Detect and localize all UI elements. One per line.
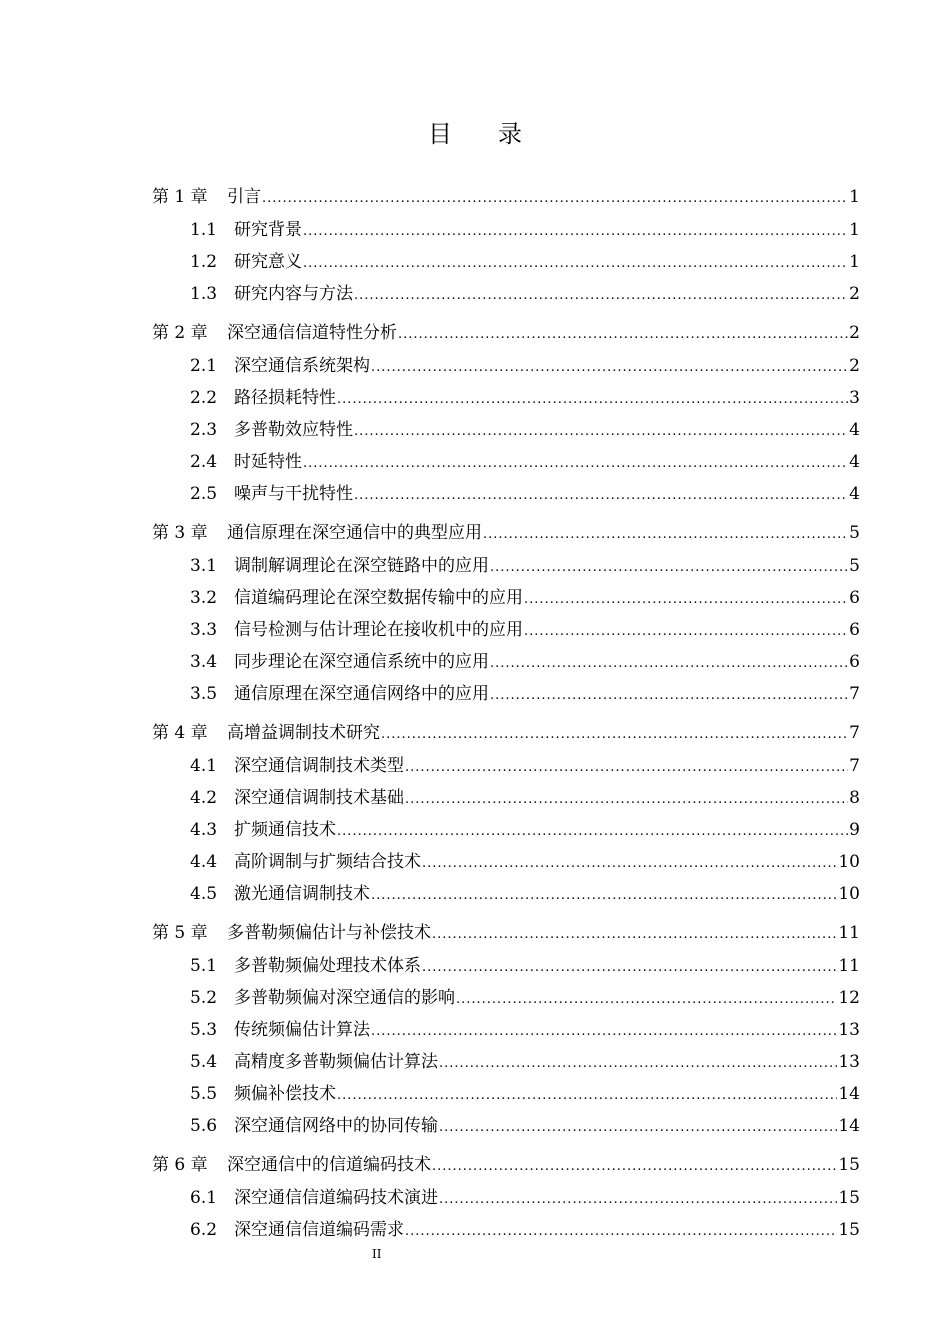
toc-chapter-entry[interactable]	[152, 180, 860, 214]
toc-chapter-entry[interactable]	[152, 516, 860, 550]
page-number: 13	[838, 1052, 860, 1072]
section-title: 深空通信系统架构	[234, 356, 370, 376]
dot-leader	[371, 352, 848, 384]
toc-section-entry[interactable]	[152, 846, 860, 878]
chapter-title: 高增益调制技术研究	[227, 723, 380, 743]
page-number: 2	[849, 356, 860, 376]
section-number: 2.2	[190, 388, 218, 408]
section-title: 信号检测与估计理论在接收机中的应用	[234, 620, 523, 640]
section-title: 噪声与干扰特性	[234, 484, 353, 504]
dot-leader	[303, 248, 848, 280]
section-number: 2.5	[190, 484, 218, 504]
page-number: 7	[849, 756, 860, 776]
page-number: 8	[849, 788, 860, 808]
toc-section-entry[interactable]	[152, 278, 860, 310]
toc-section-entry[interactable]	[152, 1110, 860, 1142]
page-number-footer: II	[372, 1247, 382, 1261]
table-of-contents	[152, 180, 860, 1252]
toc-section-entry[interactable]	[152, 782, 860, 814]
section-title: 深空通信调制技术类型	[234, 756, 404, 776]
section-number: 6.1	[190, 1188, 218, 1208]
dot-leader	[337, 1080, 837, 1112]
toc-section-entry[interactable]	[152, 646, 860, 678]
section-title: 研究意义	[234, 252, 302, 272]
section-title: 高阶调制与扩频结合技术	[234, 852, 421, 872]
chapter-number: 第 1 章	[152, 187, 208, 207]
toc-chapter-block	[152, 516, 860, 710]
section-title: 深空通信信道编码需求	[234, 1220, 404, 1240]
toc-chapter-block	[152, 916, 860, 1142]
section-number: 4.4	[190, 852, 218, 872]
dot-leader	[405, 1216, 837, 1248]
chapter-number: 第 2 章	[152, 323, 208, 343]
dot-leader	[371, 880, 837, 912]
section-number: 5.2	[190, 988, 218, 1008]
toc-section-entry[interactable]	[152, 750, 860, 782]
toc-section-entry[interactable]	[152, 214, 860, 246]
toc-section-entry[interactable]	[152, 982, 860, 1014]
section-title: 传统频偏估计算法	[234, 1020, 370, 1040]
dot-leader	[337, 816, 848, 848]
section-number: 6.2	[190, 1220, 218, 1240]
toc-chapter-block	[152, 180, 860, 310]
toc-chapter-block	[152, 1148, 860, 1246]
page-number: 1	[849, 220, 860, 240]
chapter-title: 深空通信信道特性分析	[227, 323, 397, 343]
toc-section-entry[interactable]	[152, 582, 860, 614]
section-title: 扩频通信技术	[234, 820, 336, 840]
page-title: 目录	[428, 120, 568, 148]
section-number: 2.1	[190, 356, 218, 376]
section-number: 3.2	[190, 588, 218, 608]
section-number: 3.1	[190, 556, 218, 576]
dot-leader	[337, 384, 848, 416]
page-number: 4	[849, 484, 860, 504]
dot-leader	[439, 1112, 837, 1144]
dot-leader	[524, 616, 848, 648]
page-number: 10	[838, 884, 860, 904]
toc-section-entry[interactable]	[152, 1014, 860, 1046]
dot-leader	[303, 448, 848, 480]
page-number: 2	[849, 323, 860, 343]
chapter-number: 第 3 章	[152, 523, 208, 543]
section-number: 5.1	[190, 956, 218, 976]
section-number: 1.3	[190, 284, 218, 304]
section-title: 激光通信调制技术	[234, 884, 370, 904]
toc-section-entry[interactable]	[152, 614, 860, 646]
section-title: 信道编码理论在深空数据传输中的应用	[234, 588, 523, 608]
dot-leader	[432, 1150, 837, 1184]
page-number: 5	[849, 556, 860, 576]
section-title: 调制解调理论在深空链路中的应用	[234, 556, 489, 576]
section-number: 4.2	[190, 788, 218, 808]
toc-section-entry[interactable]	[152, 550, 860, 582]
toc-section-entry[interactable]	[152, 446, 860, 478]
section-number: 4.5	[190, 884, 218, 904]
section-title: 多普勒效应特性	[234, 420, 353, 440]
section-title: 多普勒频偏对深空通信的影响	[234, 988, 455, 1008]
section-number: 5.5	[190, 1084, 218, 1104]
section-title: 同步理论在深空通信系统中的应用	[234, 652, 489, 672]
toc-section-entry[interactable]	[152, 478, 860, 510]
section-title: 时延特性	[234, 452, 302, 472]
dot-leader	[490, 552, 848, 584]
chapter-title: 多普勒频偏估计与补偿技术	[227, 923, 431, 943]
dot-leader	[354, 480, 848, 512]
page-number: 12	[838, 988, 860, 1008]
dot-leader	[490, 648, 848, 680]
section-title: 频偏补偿技术	[234, 1084, 336, 1104]
page-number: 4	[849, 452, 860, 472]
toc-chapter-entry[interactable]	[152, 716, 860, 750]
toc-section-entry[interactable]	[152, 246, 860, 278]
section-number: 1.2	[190, 252, 218, 272]
toc-section-entry[interactable]	[152, 814, 860, 846]
dot-leader	[524, 584, 848, 616]
dot-leader	[439, 1184, 837, 1216]
toc-section-entry[interactable]	[152, 950, 860, 982]
chapter-title: 引言	[227, 187, 261, 207]
dot-leader	[381, 718, 848, 752]
section-number: 3.5	[190, 684, 218, 704]
section-title: 高精度多普勒频偏估计算法	[234, 1052, 438, 1072]
dot-leader	[405, 752, 848, 784]
dot-leader	[354, 416, 848, 448]
toc-section-entry[interactable]	[152, 1214, 860, 1246]
chapter-number: 第 5 章	[152, 923, 208, 943]
page-number: 15	[838, 1155, 860, 1175]
section-number: 4.1	[190, 756, 218, 776]
toc-chapter-entry[interactable]	[152, 316, 860, 350]
section-number: 4.3	[190, 820, 218, 840]
dot-leader	[483, 518, 848, 552]
page-number: 11	[838, 923, 860, 943]
page-number: 6	[849, 620, 860, 640]
toc-section-entry[interactable]	[152, 1182, 860, 1214]
toc-section-entry[interactable]	[152, 1078, 860, 1110]
toc-section-entry[interactable]	[152, 1046, 860, 1078]
chapter-number: 第 6 章	[152, 1155, 208, 1175]
dot-leader	[354, 280, 848, 312]
dot-leader	[490, 680, 848, 712]
section-title: 多普勒频偏处理技术体系	[234, 956, 421, 976]
section-title: 深空通信网络中的协同传输	[234, 1116, 438, 1136]
toc-section-entry[interactable]	[152, 350, 860, 382]
page-number: 6	[849, 652, 860, 672]
page-number: 14	[838, 1116, 860, 1136]
page-number: 1	[849, 252, 860, 272]
section-number: 5.3	[190, 1020, 218, 1040]
toc-section-entry[interactable]	[152, 678, 860, 710]
page-number: 6	[849, 588, 860, 608]
toc-section-entry[interactable]	[152, 382, 860, 414]
page-number: 1	[849, 187, 860, 207]
page-number: 9	[849, 820, 860, 840]
dot-leader	[398, 318, 848, 352]
page-number: 3	[849, 388, 860, 408]
page-number: 4	[849, 420, 860, 440]
dot-leader	[371, 1016, 837, 1048]
dot-leader	[422, 952, 837, 984]
dot-leader	[303, 216, 848, 248]
page-number: 15	[838, 1188, 860, 1208]
page-number: 15	[838, 1220, 860, 1240]
toc-section-entry[interactable]	[152, 414, 860, 446]
section-title: 路径损耗特性	[234, 388, 336, 408]
page-number: 7	[849, 723, 860, 743]
section-number: 2.4	[190, 452, 218, 472]
page-number: 14	[838, 1084, 860, 1104]
page-number: 10	[838, 852, 860, 872]
chapter-number: 第 4 章	[152, 723, 208, 743]
dot-leader	[432, 918, 837, 952]
section-title: 通信原理在深空通信网络中的应用	[234, 684, 489, 704]
section-title: 深空通信调制技术基础	[234, 788, 404, 808]
toc-chapter-entry[interactable]	[152, 916, 860, 950]
page-number: 5	[849, 523, 860, 543]
page-number: 2	[849, 284, 860, 304]
page-number: 11	[838, 956, 860, 976]
toc-chapter-entry[interactable]	[152, 1148, 860, 1182]
section-title: 深空通信信道编码技术演进	[234, 1188, 438, 1208]
toc-section-entry[interactable]	[152, 878, 860, 910]
dot-leader	[405, 784, 848, 816]
toc-chapter-block	[152, 316, 860, 510]
chapter-title: 通信原理在深空通信中的典型应用	[227, 523, 482, 543]
section-title: 研究背景	[234, 220, 302, 240]
section-number: 5.6	[190, 1116, 218, 1136]
section-title: 研究内容与方法	[234, 284, 353, 304]
section-number: 3.4	[190, 652, 218, 672]
section-number: 2.3	[190, 420, 218, 440]
section-number: 3.3	[190, 620, 218, 640]
dot-leader	[262, 182, 848, 216]
page-number: 7	[849, 684, 860, 704]
page-number: 13	[838, 1020, 860, 1040]
chapter-title: 深空通信中的信道编码技术	[227, 1155, 431, 1175]
section-number: 1.1	[190, 220, 218, 240]
dot-leader	[422, 848, 837, 880]
toc-chapter-block	[152, 716, 860, 910]
dot-leader	[456, 984, 837, 1016]
section-number: 5.4	[190, 1052, 218, 1072]
dot-leader	[439, 1048, 837, 1080]
